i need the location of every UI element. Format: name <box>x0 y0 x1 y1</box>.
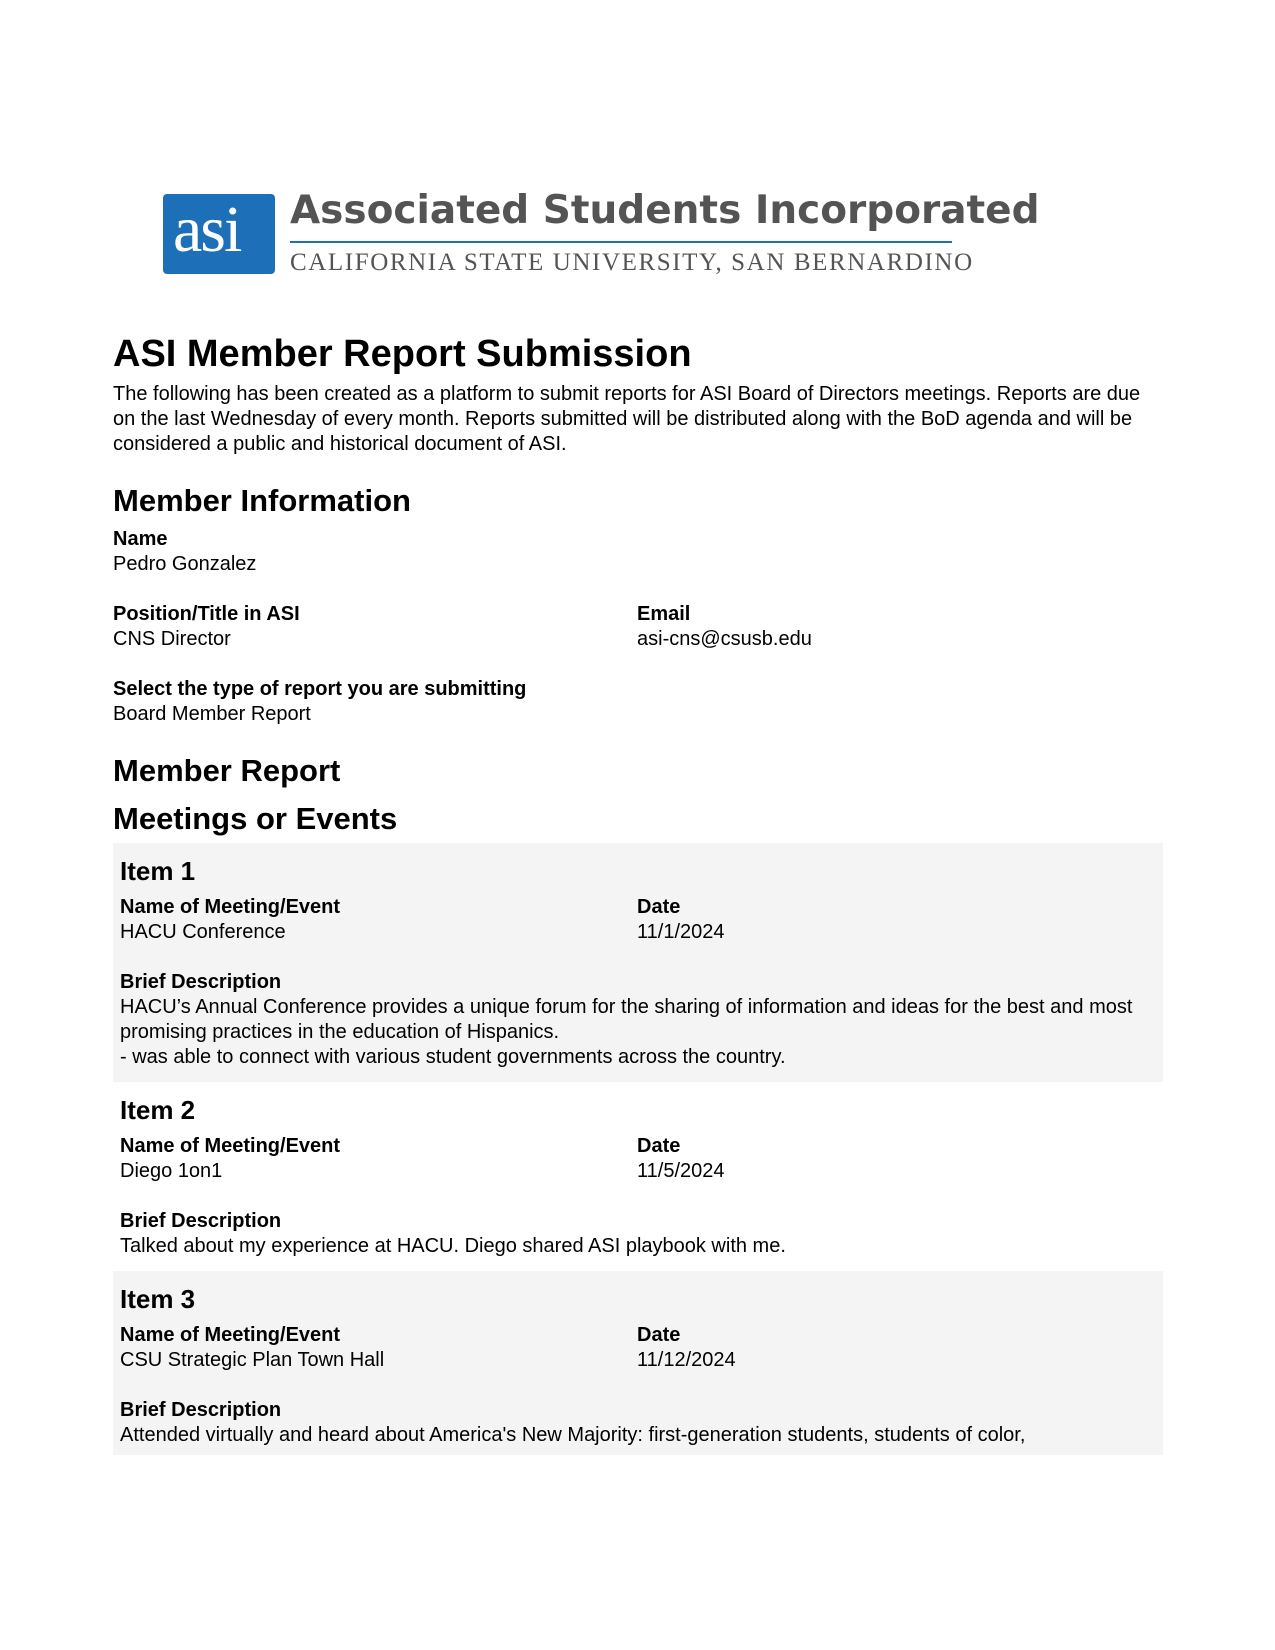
meeting-name-label: Name of Meeting/Event <box>120 896 341 918</box>
asi-logo <box>163 188 1040 278</box>
description-label: Brief Description <box>120 1210 282 1232</box>
item-title: Item 3 <box>120 1284 196 1314</box>
member-information-heading: Member Information <box>113 483 411 518</box>
description-label: Brief Description <box>120 971 282 993</box>
description-field <box>120 970 1156 1070</box>
asi-logo-mark <box>163 194 275 274</box>
position-value: CNS Director <box>113 628 231 650</box>
meeting-name-field <box>120 1134 637 1184</box>
name-field <box>113 527 1163 577</box>
meeting-name-field <box>120 1323 637 1373</box>
report-item <box>113 1082 1163 1271</box>
position-field <box>113 602 637 652</box>
date-value: 11/12/2024 <box>637 1349 736 1371</box>
name-value: Pedro Gonzalez <box>113 553 257 575</box>
date-value: 11/5/2024 <box>637 1160 725 1182</box>
logo-organization-name: Associated Students Incorporated <box>290 188 1040 233</box>
report-item <box>113 843 1163 1082</box>
date-field <box>637 895 1137 945</box>
item-meta-row <box>120 1323 1156 1398</box>
position-email-row <box>113 602 1163 677</box>
report-type-value: Board Member Report <box>113 703 311 725</box>
email-field <box>637 602 1137 652</box>
name-label: Name <box>113 528 168 550</box>
report-type-field <box>113 677 1163 727</box>
description-field <box>120 1209 1156 1259</box>
date-label: Date <box>637 1324 681 1346</box>
meeting-name-value: CSU Strategic Plan Town Hall <box>120 1349 385 1371</box>
asi-logo-mark-text: asi <box>173 193 241 266</box>
meeting-name-label: Name of Meeting/Event <box>120 1135 341 1157</box>
description-field <box>120 1398 1156 1448</box>
item-title: Item 2 <box>120 1095 196 1125</box>
intro-paragraph: The following has been created as a platform to submit reports for ASI Board of Directors meetings. Reports are due on the last Wednesday of every month. Reports submitted will be distributed along with the BoD agenda and will be considered a public and historical document of ASI. <box>113 383 1141 455</box>
description-line: Attended virtually and heard about America's New Majority: first-generation students, students of color, <box>120 1424 1026 1446</box>
page-title: ASI Member Report Submission <box>113 333 692 375</box>
report-content <box>113 326 1163 1455</box>
item-title: Item 1 <box>120 856 196 886</box>
report-type-label: Select the type of report you are submitting <box>113 678 527 700</box>
date-label: Date <box>637 896 681 918</box>
description-line: HACU’s Annual Conference provides a unique forum for the sharing of information and ideas for the best and most promising practices in the education of Hispanics. <box>120 996 1133 1043</box>
meeting-name-label: Name of Meeting/Event <box>120 1324 341 1346</box>
email-value: asi-cns@csusb.edu <box>637 628 812 650</box>
logo-divider <box>290 241 952 243</box>
item-meta-row <box>120 1134 1156 1209</box>
meeting-name-value: HACU Conference <box>120 921 286 943</box>
date-value: 11/1/2024 <box>637 921 725 943</box>
position-label: Position/Title in ASI <box>113 603 300 625</box>
email-label: Email <box>637 603 691 625</box>
item-meta-row <box>120 895 1156 970</box>
date-field <box>637 1134 1137 1184</box>
meeting-name-value: Diego 1on1 <box>120 1160 223 1182</box>
meeting-name-field <box>120 895 637 945</box>
description-line: Talked about my experience at HACU. Diego shared ASI playbook with me. <box>120 1235 786 1257</box>
logo-campus-name: CALIFORNIA STATE UNIVERSITY, SAN BERNARDINO <box>290 249 974 276</box>
member-report-heading: Member Report <box>113 753 341 788</box>
meetings-events-heading: Meetings or Events <box>113 801 398 836</box>
report-item <box>113 1271 1163 1455</box>
date-label: Date <box>637 1135 681 1157</box>
date-field <box>637 1323 1137 1373</box>
description-label: Brief Description <box>120 1399 282 1421</box>
description-line: - was able to connect with various student governments across the country. <box>120 1046 786 1068</box>
